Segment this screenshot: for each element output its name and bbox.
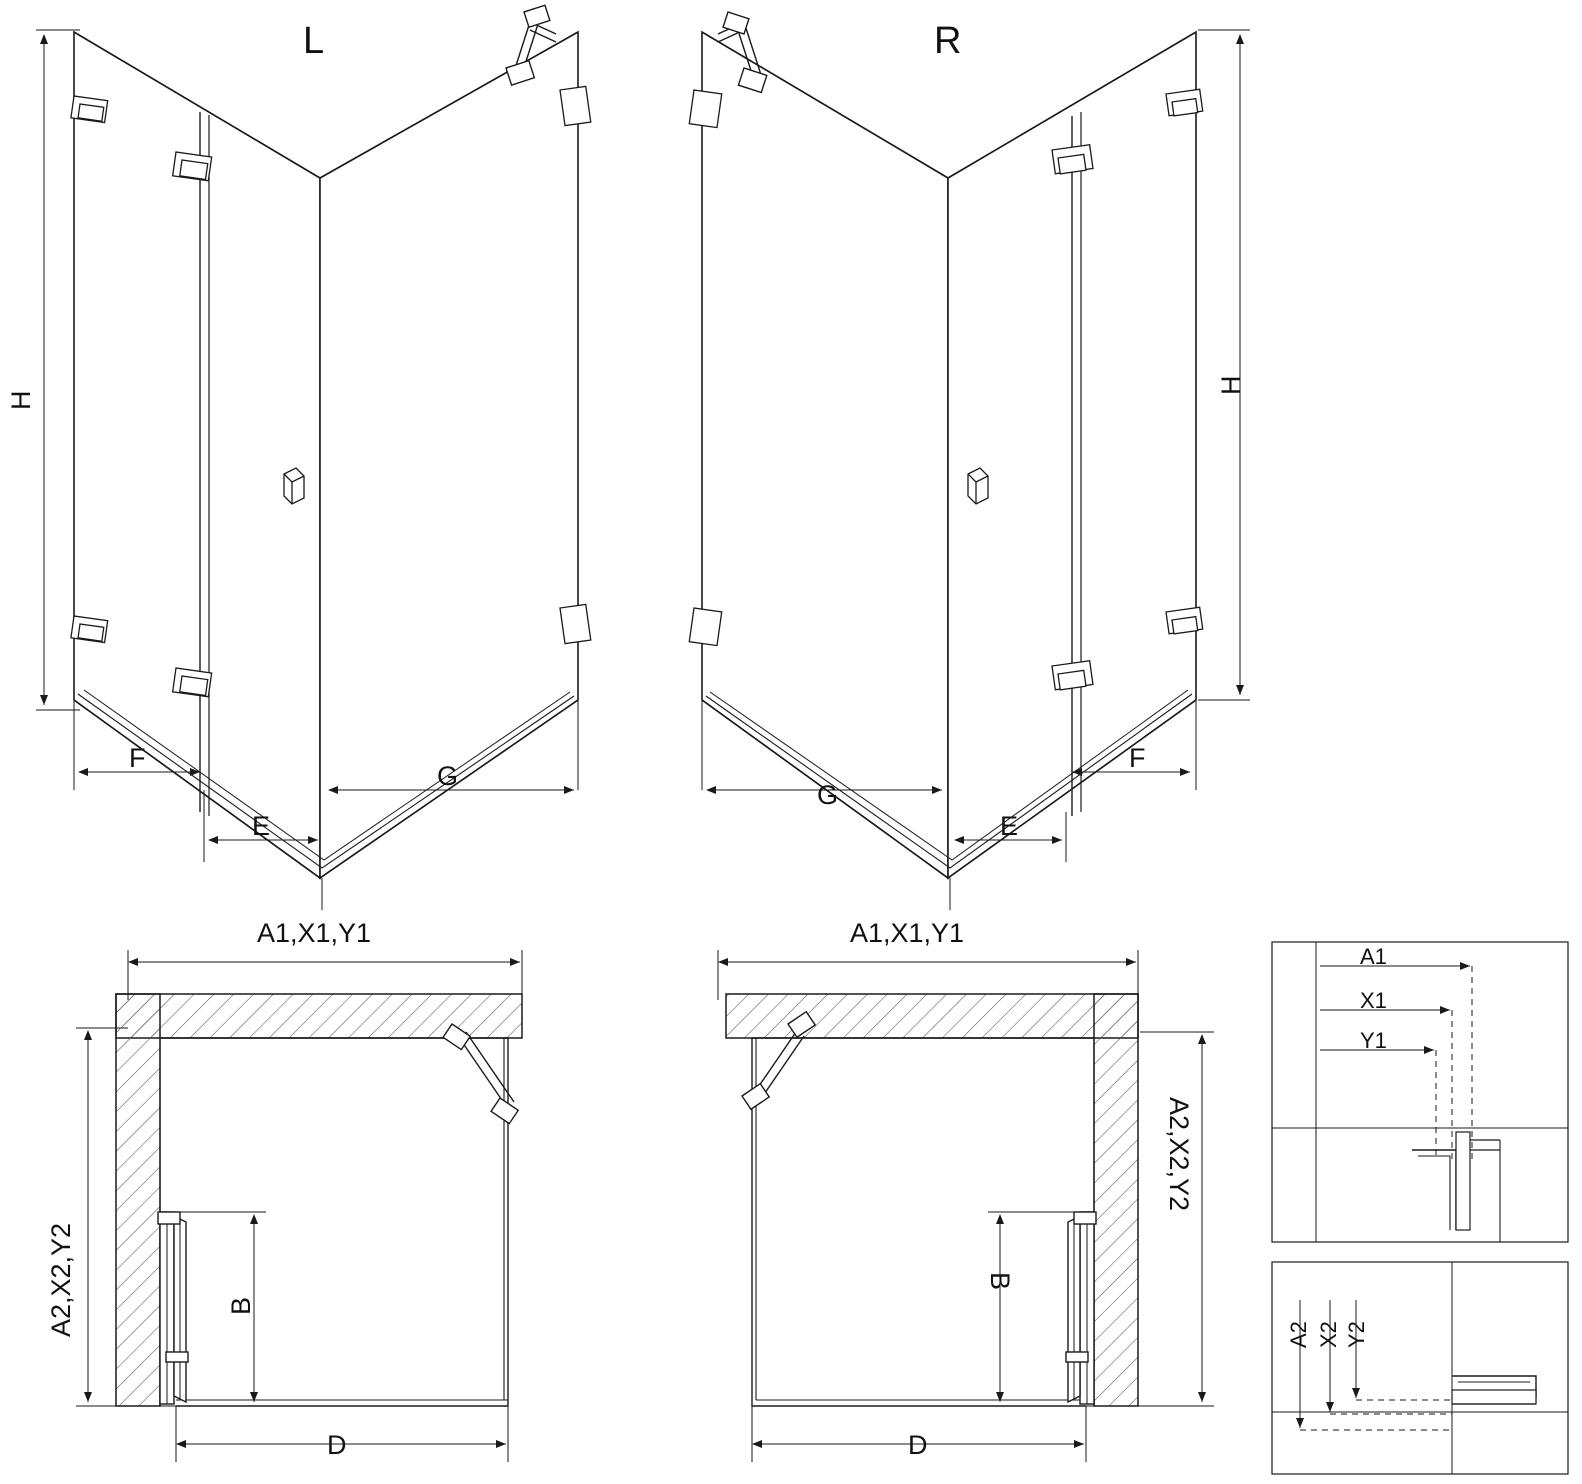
plan-right-inner-dim: B [985, 1272, 1015, 1291]
plan-right-bottom-dim: D [908, 1430, 928, 1460]
detail-bottom-label-y2: Y2 [1344, 1321, 1369, 1348]
detail-top-label-a1: A1 [1360, 944, 1387, 969]
iso-right-width-e: E [1000, 811, 1019, 841]
plan-left-top-dim: A1,X1,Y1 [257, 918, 372, 948]
iso-right-width-g: G [817, 780, 839, 810]
iso-left-width-f: F [129, 743, 146, 773]
detail-bottom-label-a2: A2 [1286, 1321, 1311, 1348]
iso-right-height-label: H [1216, 375, 1246, 395]
plan-left-side-dim: A2,X2,Y2 [46, 1222, 76, 1337]
plan-right-side-dim: A2,X2,Y2 [1164, 1097, 1194, 1212]
plan-left-view [76, 950, 522, 1462]
detail-horizontal [1272, 942, 1568, 1242]
iso-right-view [689, 12, 1250, 910]
plan-left-inner-dim: B [226, 1296, 256, 1315]
detail-top-label-x1: X1 [1360, 988, 1387, 1013]
iso-right-width-f: F [1129, 743, 1146, 773]
detail-top-label-y1: Y1 [1360, 1028, 1387, 1053]
plan-left-bottom-dim: D [327, 1430, 347, 1460]
iso-left-width-g: G [437, 761, 459, 791]
title-right: R [934, 20, 962, 62]
plan-right-view [718, 950, 1214, 1462]
iso-left-view [36, 5, 591, 910]
iso-left-width-e: E [252, 811, 271, 841]
iso-left-height-label: H [6, 390, 36, 410]
title-left: L [303, 20, 325, 62]
plan-right-top-dim: A1,X1,Y1 [850, 918, 965, 948]
detail-bottom-label-x2: X2 [1316, 1321, 1341, 1348]
detail-vertical [1272, 1262, 1568, 1474]
